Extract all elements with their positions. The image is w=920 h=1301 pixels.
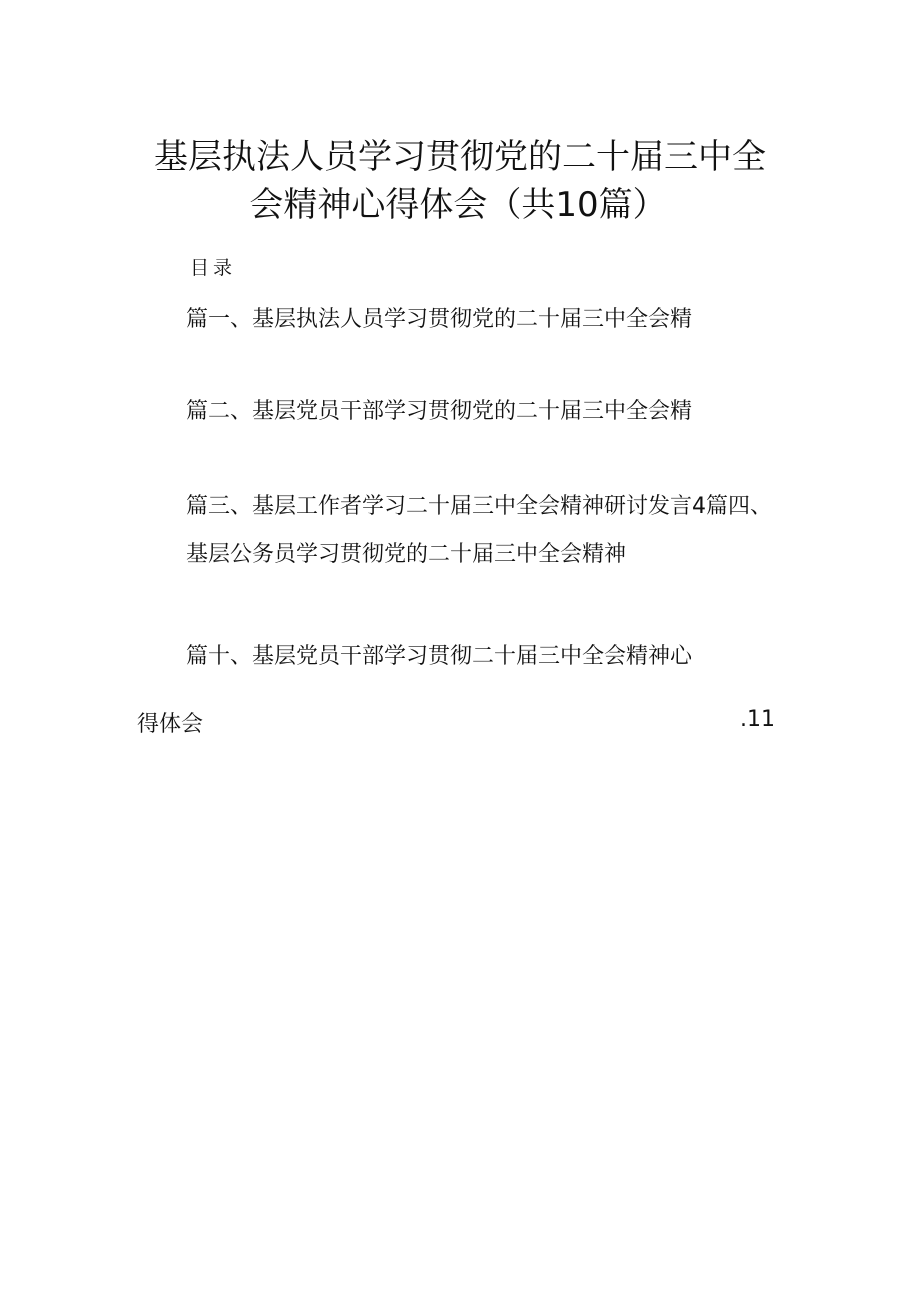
toc-entry-3[interactable]: 篇三、基层工作者学习二十届三中全会精神研讨发言4篇四、 — [186, 494, 772, 519]
toc-heading: 目录 — [190, 257, 237, 279]
toc-page-number: .11 — [740, 707, 775, 732]
toc-entry-1[interactable]: 篇一、基层执法人员学习贯彻党的二十届三中全会精 — [186, 307, 693, 332]
toc-entry-10-continued[interactable]: 得体会 — [137, 712, 204, 737]
document-title-line-2: 会精神心得体会（共10篇） — [249, 185, 667, 225]
toc-entry-4[interactable]: 基层公务员学习贯彻党的二十届三中全会精神 — [186, 542, 627, 567]
document-title-line-1: 基层执法人员学习贯彻党的二十届三中全 — [154, 137, 766, 177]
toc-entry-2[interactable]: 篇二、基层党员干部学习贯彻党的二十届三中全会精 — [186, 399, 693, 424]
toc-entry-10[interactable]: 篇十、基层党员干部学习贯彻二十届三中全会精神心 — [186, 644, 693, 669]
